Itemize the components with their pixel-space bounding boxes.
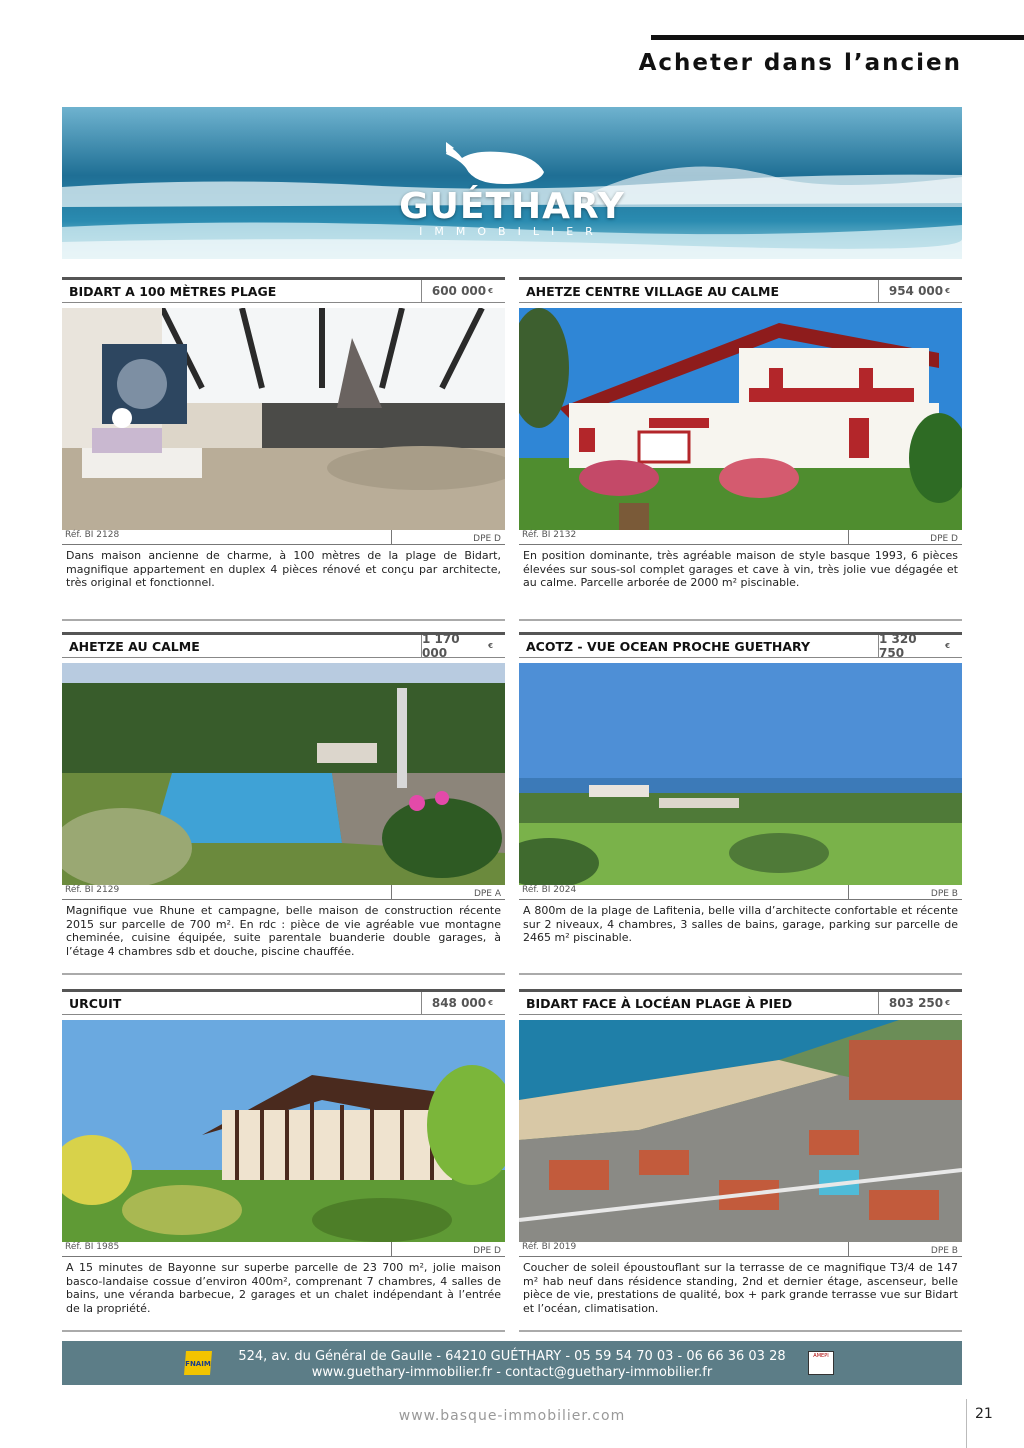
svg-text:FNAIM: FNAIM: [185, 1360, 211, 1368]
listing-ref: Réf. BI 2019: [519, 1242, 849, 1256]
listing-description: A 800m de la plage de Lafitenia, belle villa d’architecte confortable et récente sur 2 niveaux, 4 chambres, 3 salles de bains, garage, parking sur parcelle de 2465 m² piscinable.: [523, 904, 958, 944]
top-rule: [651, 35, 1024, 40]
agency-address: 524, av. du Général de Gaulle - 64210 GUÉTHARY - 05 59 54 70 03 - 06 66 36 03 28: [238, 1349, 786, 1364]
listing-price: 954 000 €: [878, 280, 962, 302]
listing-ref: Réf. BI 2024: [519, 885, 849, 899]
listing-description: Dans maison ancienne de charme, à 100 mètres de la plage de Bidart, magnifique appartement en duplex 4 pièces rénové et conçu par architecte, très original et fonctionnel.: [66, 549, 501, 589]
page-number: 21: [975, 1406, 993, 1422]
listing-description: En position dominante, très agréable maison de style basque 1993, 6 pièces élevées sur sous-sol complet garages et cave à vin, très jolie vue dégagée et au calme. Parcelle arborée de 2000 m² piscinable.: [523, 549, 958, 589]
listing-title: URCUIT: [69, 995, 122, 1011]
listing-ref: Réf. BI 2132: [519, 530, 849, 544]
agency-contact-link[interactable]: www.guethary-immobilier.fr - contact@guethary-immobilier.fr: [311, 1365, 713, 1380]
listing-price: 1 170 000 €: [421, 635, 505, 657]
divider: [62, 619, 505, 621]
listing-dpe: DPE B: [930, 889, 958, 899]
listing-price: 803 250 €: [878, 992, 962, 1014]
divider: [519, 973, 962, 975]
website-link[interactable]: www.basque-immobilier.com: [398, 1408, 626, 1424]
listing-photo-pool-garden[interactable]: [62, 663, 505, 885]
listing-description: A 15 minutes de Bayonne sur superbe parcelle de 23 700 m², jolie maison basco-landaise cossue d’environ 400m², comprenant 7 chambres, 4 salles de bains, une véranda barbecue, 2 garages et un chalet indépendant à l’entrée de la propriété.: [66, 1261, 501, 1315]
listing-card[interactable]: [62, 989, 505, 1315]
listing-photo-basque-house[interactable]: [519, 308, 962, 530]
logo-subtitle: IMMOBILIER: [419, 225, 605, 238]
listing-price: 1 320 750 €: [878, 635, 962, 657]
listing-photo-aerial-beach[interactable]: [519, 1020, 962, 1242]
logo-name: GUÉTHARY: [399, 186, 625, 227]
listing-dpe: DPE B: [930, 1246, 958, 1256]
divider: [62, 973, 505, 975]
listing-card[interactable]: [519, 632, 962, 945]
listing-dpe: DPE A: [473, 889, 501, 899]
listing-dpe: DPE D: [473, 534, 501, 544]
listing-card[interactable]: [519, 989, 962, 1315]
listing-title: AHETZE CENTRE VILLAGE AU CALME: [526, 283, 780, 299]
listing-photo-half-timbered-house[interactable]: [62, 1020, 505, 1242]
listing-photo-ocean-view[interactable]: [519, 663, 962, 885]
listing-ref: Réf. BI 2128: [62, 530, 392, 544]
listing-photo-interior-veranda[interactable]: [62, 308, 505, 530]
agency-contact-band: [62, 1341, 962, 1385]
listing-ref: Réf. BI 1985: [62, 1242, 392, 1256]
divider: [62, 1330, 505, 1332]
listing-card[interactable]: [519, 277, 962, 590]
listing-title: BIDART A 100 MÈTRES PLAGE: [69, 283, 277, 299]
listing-dpe: DPE D: [473, 1246, 501, 1256]
listing-dpe: DPE D: [930, 534, 958, 544]
listing-card[interactable]: [62, 277, 505, 590]
section-title: Acheter dans l’ancien: [638, 50, 962, 76]
whale-icon: [444, 140, 548, 188]
listing-price: 600 000 €: [421, 280, 505, 302]
listing-title: AHETZE AU CALME: [69, 638, 200, 654]
listing-description: Coucher de soleil époustouflant sur la terrasse de ce magnifique T3/4 de 147 m² hab neuf dans résidence standing, 2nd et dernier étage, ascenseur, belle pièce de vie, prestations de qualité, box + park grande terrasse vue sur Bidart et l’océan, climatisation.: [523, 1261, 958, 1315]
listing-title: BIDART FACE À LOCÉAN PLAGE À PIED: [526, 995, 793, 1011]
divider: [519, 619, 962, 621]
listing-description: Magnifique vue Rhune et campagne, belle maison de construction récente 2015 sur parcelle de 700 m². En rdc : pièce de vie agréable vue montagne cheminée, cuisine équipée, suite parentale buanderie double garages, à l’étage 4 chambres sdb et douche, piscine chauffée.: [66, 904, 501, 958]
divider: [519, 1330, 962, 1332]
listing-card[interactable]: [62, 632, 505, 958]
listing-price: 848 000 €: [421, 992, 505, 1014]
listing-title: ACOTZ - VUE OCEAN PROCHE GUETHARY: [526, 638, 811, 654]
listing-ref: Réf. BI 2129: [62, 885, 392, 899]
amepi-logo-icon: AMEPI: [808, 1351, 834, 1375]
